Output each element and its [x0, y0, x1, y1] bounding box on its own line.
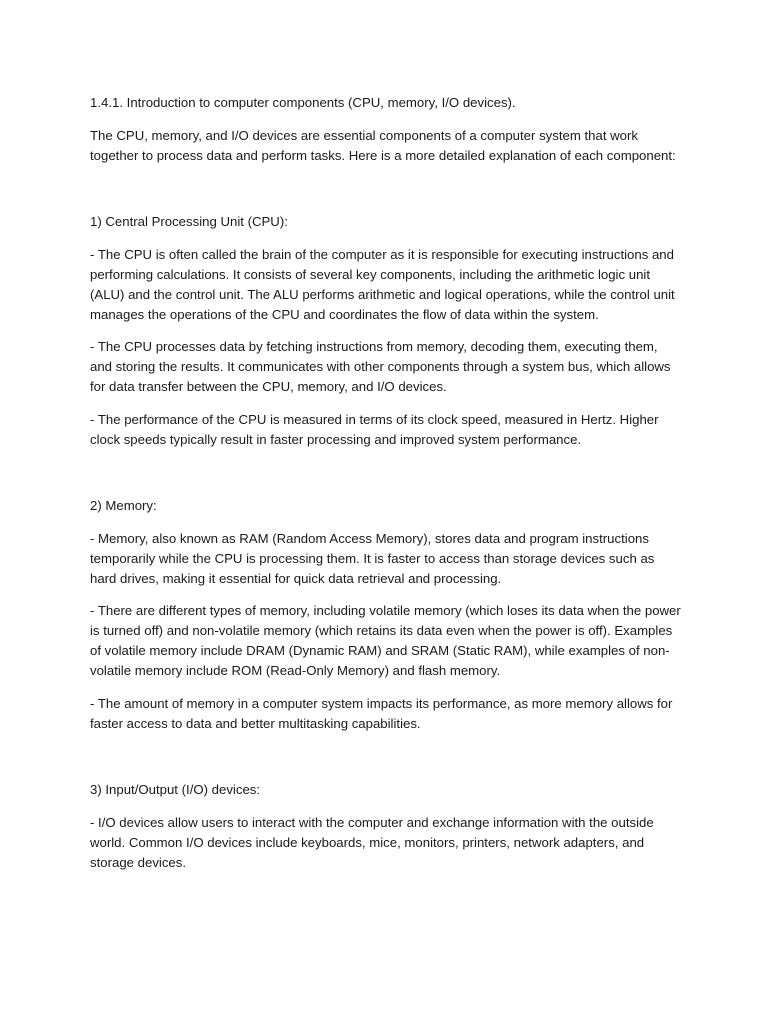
- section-paragraph: - The CPU processes data by fetching instructions from memory, decoding them, executing them, and storing the results. It communicates with other components through a system bus, which allows for data transfer between the CPU, memory, and I/O devices.: [90, 339, 671, 394]
- section-spacer: [90, 462, 682, 496]
- intro-paragraph: The CPU, memory, and I/O devices are essential components of a computer system that work together to process data and perform tasks. Here is a more detailed explanation of each component:: [90, 127, 676, 163]
- section-paragraph: - There are different types of memory, including volatile memory (which loses its data when the power is turned off) and non-volatile memory (which retains its data even when the power is off). Examples of volatile memory include DRAM (Dynamic RAM) and SRAM (Static RAM), while examples of non-volatile memory include ROM (Read-Only Memory) and flash memory.: [90, 603, 681, 678]
- document-heading: 1.4.1. Introduction to computer components (CPU, memory, I/O devices).: [90, 95, 516, 110]
- section-title: 2) Memory:: [90, 498, 157, 513]
- section-paragraph: - I/O devices allow users to interact with the computer and exchange information with the outside world. Common I/O devices include keyboards, mice, monitors, printers, network adapters, and storage devices.: [90, 814, 654, 870]
- section-title: 1) Central Processing Unit (CPU):: [90, 214, 288, 229]
- section-spacer: [90, 178, 682, 212]
- document-page: [90, 93, 682, 885]
- section-cpu: [90, 212, 682, 450]
- section-paragraph: - The amount of memory in a computer system impacts its performance, as more memory allows for faster access to data and better multitasking capabilities.: [90, 695, 673, 731]
- section-memory: [90, 496, 682, 734]
- section-spacer: [90, 746, 682, 780]
- section-title: 3) Input/Output (I/O) devices:: [90, 782, 261, 797]
- section-paragraph: - The performance of the CPU is measured in terms of its clock speed, measured in Hertz. Higher clock speeds typically result in faster processing and improved system performance.: [90, 411, 659, 447]
- section-paragraph: - Memory, also known as RAM (Random Access Memory), stores data and program instructions temporarily while the CPU is processing them. It is faster to access than storage devices such as hard drives, making it essential for quick data retrieval and processing.: [90, 530, 655, 586]
- section-paragraph: - The CPU is often called the brain of the computer as it is responsible for executing instructions and performing calculations. It consists of several key components, including the arithmetic logic unit (ALU) and the control unit. The ALU performs arithmetic and logical operations, while the control unit manages the operations of the CPU and coordinates the flow of data within the system.: [90, 246, 675, 322]
- section-io-devices: [90, 780, 682, 873]
